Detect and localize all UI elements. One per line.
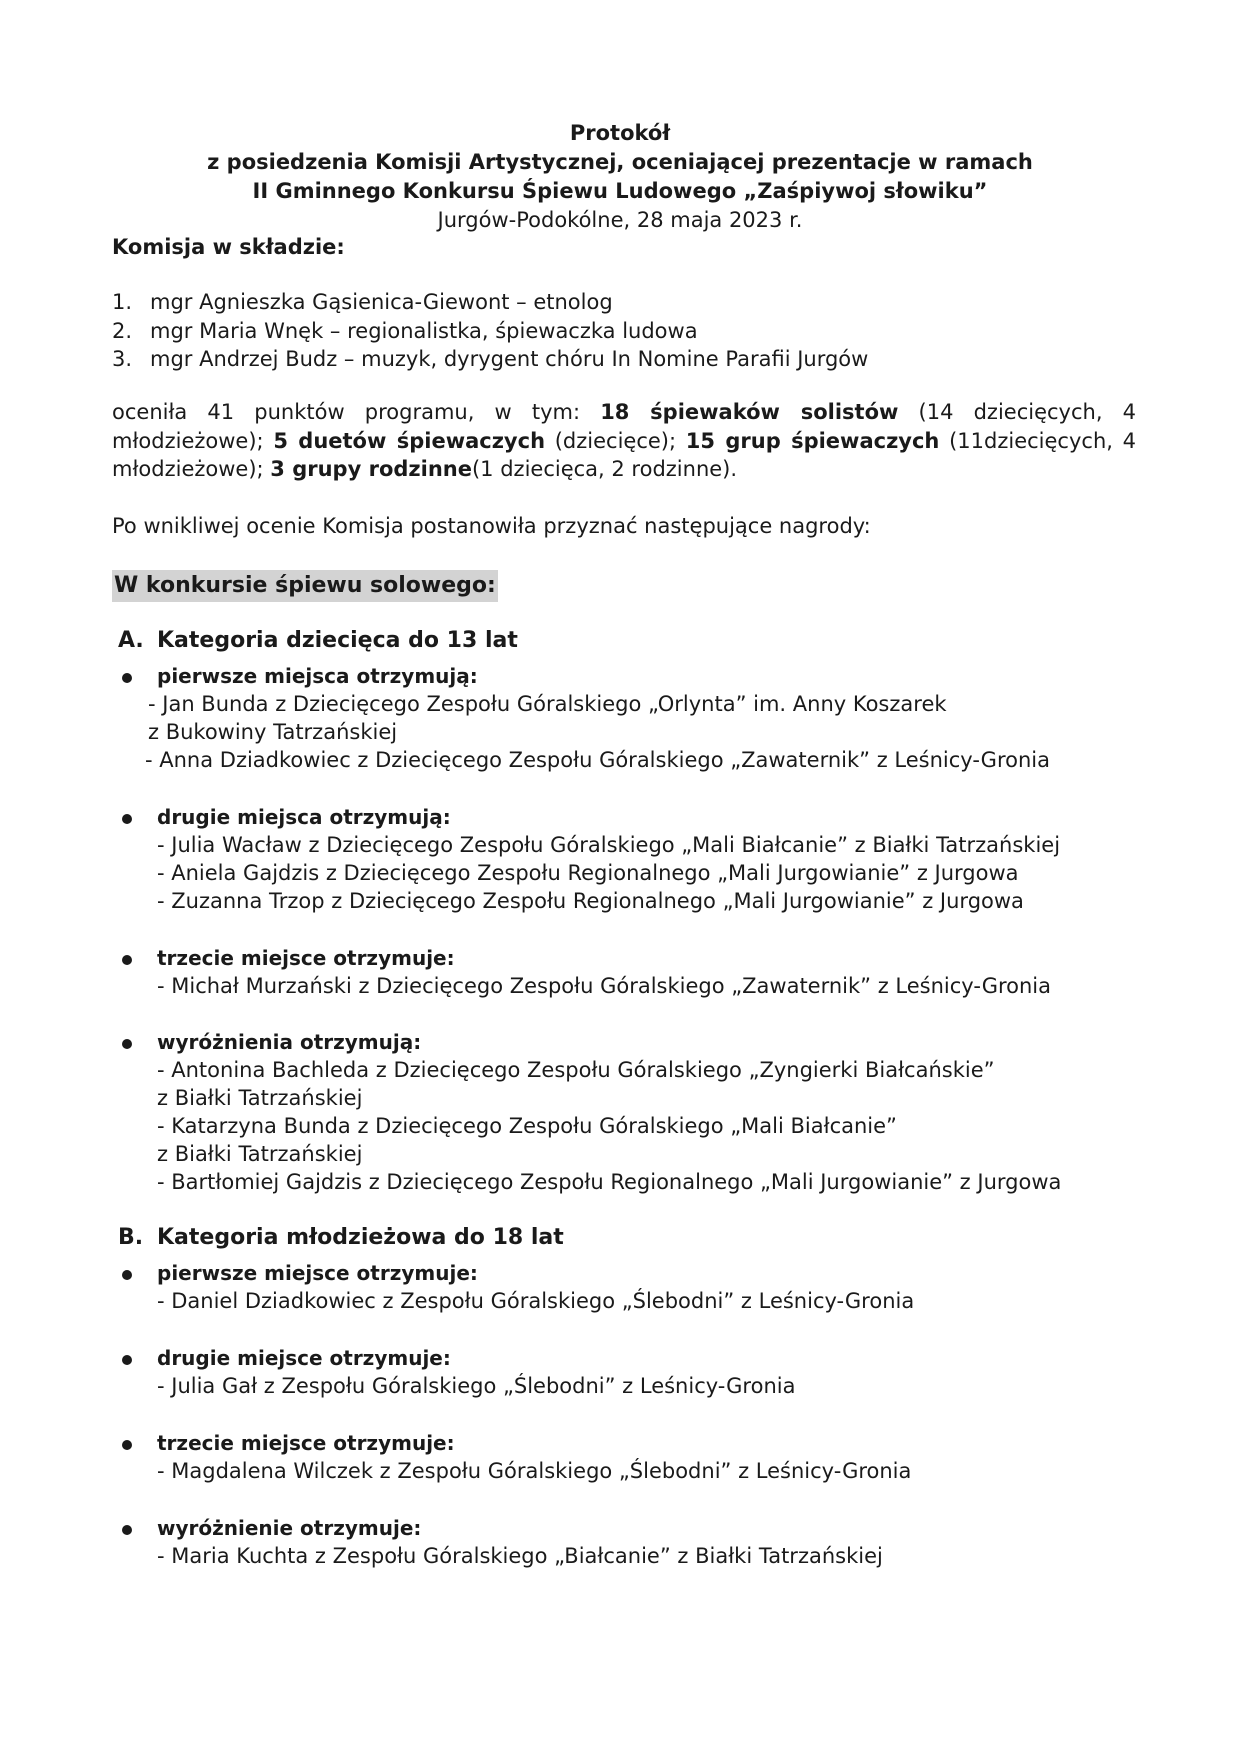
award-line: - Zuzanna Trzop z Dziecięcego Zespołu Regionalnego „Mali Jurgowianie” z Jurgowa bbox=[157, 889, 1024, 913]
award-heading: trzecie miejsce otrzymuje: bbox=[157, 1431, 455, 1455]
category-b-title: Kategoria młodzieżowa do 18 lat bbox=[157, 1225, 564, 1250]
member-number: 2. bbox=[112, 319, 133, 343]
award-line: z Bukowiny Tatrzańskiej bbox=[148, 720, 398, 744]
award-line: - Antonina Bachleda z Dziecięcego Zespołu Góralskiego „Zyngierki Białcańskie” bbox=[157, 1058, 995, 1082]
bullet-icon bbox=[122, 1525, 132, 1535]
award-heading: drugie miejsca otrzymują: bbox=[157, 805, 451, 829]
header-line-1: z posiedzenia Komisji Artystycznej, oceniającej prezentacje w ramach bbox=[207, 150, 1033, 174]
award-heading: pierwsze miejsce otrzymuje: bbox=[157, 1261, 478, 1285]
bullet-icon bbox=[122, 1270, 132, 1280]
award-line: - Julia Wacław z Dziecięcego Zespołu Góralskiego „Mali Białcanie” z Białki Tatrzańskiej bbox=[157, 833, 1061, 857]
bullet-icon bbox=[122, 955, 132, 965]
award-line: - Jan Bunda z Dziecięcego Zespołu Góralskiego „Orlynta” im. Anny Koszarek bbox=[148, 692, 947, 716]
award-line: - Bartłomiej Gajdzis z Dziecięcego Zespołu Regionalnego „Mali Jurgowianie” z Jurgowa bbox=[157, 1170, 1062, 1194]
award-line: - Aniela Gajdzis z Dziecięcego Zespołu Regionalnego „Mali Jurgowianie” z Jurgowa bbox=[157, 861, 1019, 885]
bullet-icon bbox=[122, 673, 132, 683]
category-a-letter: A. bbox=[118, 628, 144, 653]
award-line: - Maria Kuchta z Zespołu Góralskiego „Białcanie” z Białki Tatrzańskiej bbox=[157, 1544, 883, 1568]
award-heading: wyróżnienie otrzymuje: bbox=[157, 1516, 422, 1540]
award-line: - Magdalena Wilczek z Zespołu Góralskiego „Ślebodni” z Leśnicy-Gronia bbox=[157, 1459, 912, 1483]
award-line: - Michał Murzański z Dziecięcego Zespołu Góralskiego „Zawaternik” z Leśnicy-Gronia bbox=[157, 974, 1052, 998]
committee-heading: Komisja w składzie: bbox=[112, 235, 345, 259]
bullet-icon bbox=[122, 1440, 132, 1450]
section-title: W konkursie śpiewu solowego: bbox=[112, 570, 498, 602]
member-text: mgr Agnieszka Gąsienica-Giewont – etnolog bbox=[150, 290, 613, 314]
award-line: - Julia Gał z Zespołu Góralskiego „Ślebodni” z Leśnicy-Gronia bbox=[157, 1374, 796, 1398]
member-number: 1. bbox=[112, 290, 133, 314]
category-b-letter: B. bbox=[118, 1225, 144, 1250]
summary-paragraph: oceniła 41 punktów programu, w tym: 18 śpiewaków solistów (14 dziecięcych, 4 młodzieżowe); 5 duetów śpiewaczych (dziecięce); 15 grup śpiewaczych (11dziecięcych, 4 młodzieżowe); 3 grupy rodzinne(1 dziecięca, 2 rodzinne). bbox=[112, 400, 1137, 481]
award-line: z Białki Tatrzańskiej bbox=[157, 1142, 363, 1166]
place-date: Jurgów-Podokólne, 28 maja 2023 r. bbox=[437, 208, 803, 232]
award-line: z Białki Tatrzańskiej bbox=[157, 1086, 363, 1110]
member-number: 3. bbox=[112, 347, 133, 371]
award-line: - Anna Dziadkowiec z Dziecięcego Zespołu Góralskiego „Zawaternik” z Leśnicy-Gronia bbox=[145, 748, 1050, 772]
award-heading: wyróżnienia otrzymują: bbox=[157, 1030, 422, 1054]
award-line: - Daniel Dziadkowiec z Zespołu Góralskiego „Ślebodni” z Leśnicy-Gronia bbox=[157, 1289, 915, 1313]
member-text: mgr Maria Wnęk – regionalistka, śpiewaczka ludowa bbox=[150, 319, 698, 343]
member-text: mgr Andrzej Budz – muzyk, dyrygent chóru In Nomine Parafii Jurgów bbox=[150, 347, 869, 371]
category-a-title: Kategoria dziecięca do 13 lat bbox=[157, 628, 518, 653]
decision-text: Po wnikliwej ocenie Komisja postanowiła przyznać następujące nagrody: bbox=[112, 514, 871, 538]
bullet-icon bbox=[122, 814, 132, 824]
award-line: - Katarzyna Bunda z Dziecięcego Zespołu Góralskiego „Mali Białcanie” bbox=[157, 1114, 897, 1138]
bullet-icon bbox=[122, 1039, 132, 1049]
award-heading: pierwsze miejsca otrzymują: bbox=[157, 664, 478, 688]
award-heading: trzecie miejsce otrzymuje: bbox=[157, 946, 455, 970]
header-line-2: II Gminnego Konkursu Śpiewu Ludowego „Zaśpiywoj słowiku” bbox=[252, 179, 988, 203]
bullet-icon bbox=[122, 1355, 132, 1365]
award-heading: drugie miejsce otrzymuje: bbox=[157, 1346, 451, 1370]
document-title: Protokół bbox=[569, 121, 671, 145]
